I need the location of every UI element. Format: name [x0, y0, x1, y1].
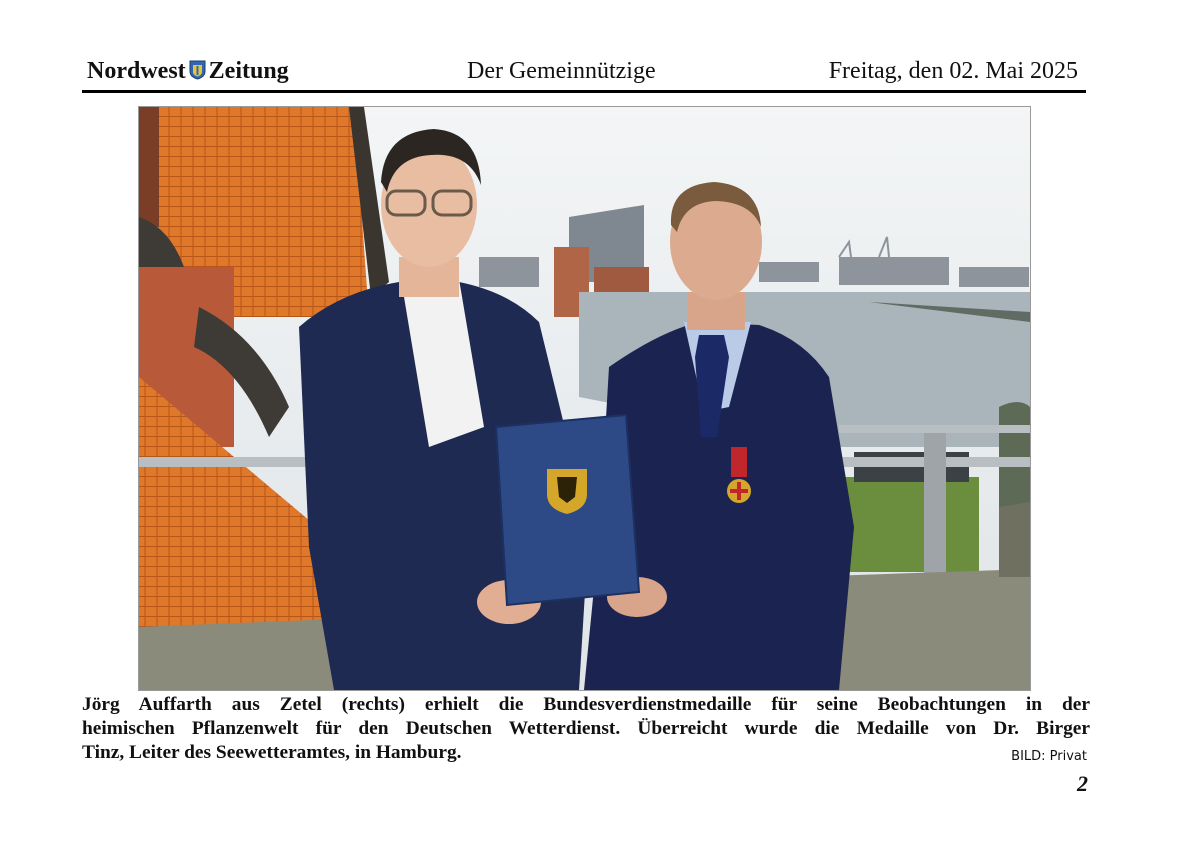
crest-icon: [189, 60, 206, 80]
masthead-right: Zeitung: [208, 58, 289, 84]
photo-illustration: [139, 107, 1030, 690]
photo-caption: [82, 693, 1090, 765]
photo-credit: BILD: Privat: [1011, 749, 1087, 764]
masthead: [87, 58, 289, 85]
masthead-left: Nordwest: [87, 58, 186, 84]
trees: [839, 477, 979, 572]
section-title: Der Gemeinnützige: [467, 58, 656, 84]
parapet: [139, 619, 339, 690]
certificate-folder: [496, 415, 639, 605]
medal-ribbon: [731, 447, 747, 477]
caption-line-2: heimischen Pflanzenwelt für den Deutschen Wetterdienst. Überreicht wurde die Medaille von Dr. Birger: [82, 718, 1090, 739]
issue-date: Freitag, den 02. Mai 2025: [828, 58, 1078, 84]
page-header: [82, 56, 1086, 93]
caption-line-3: Tinz, Leiter des Seewetteramtes, in Hamburg.: [82, 742, 462, 763]
caption-line-1: Jörg Auffarth aus Zetel (rechts) erhielt die Bundesverdienstmedaille für seine Beobachtungen in der: [82, 694, 1090, 715]
news-photo: [138, 106, 1031, 691]
page-number: 2: [1077, 771, 1088, 796]
